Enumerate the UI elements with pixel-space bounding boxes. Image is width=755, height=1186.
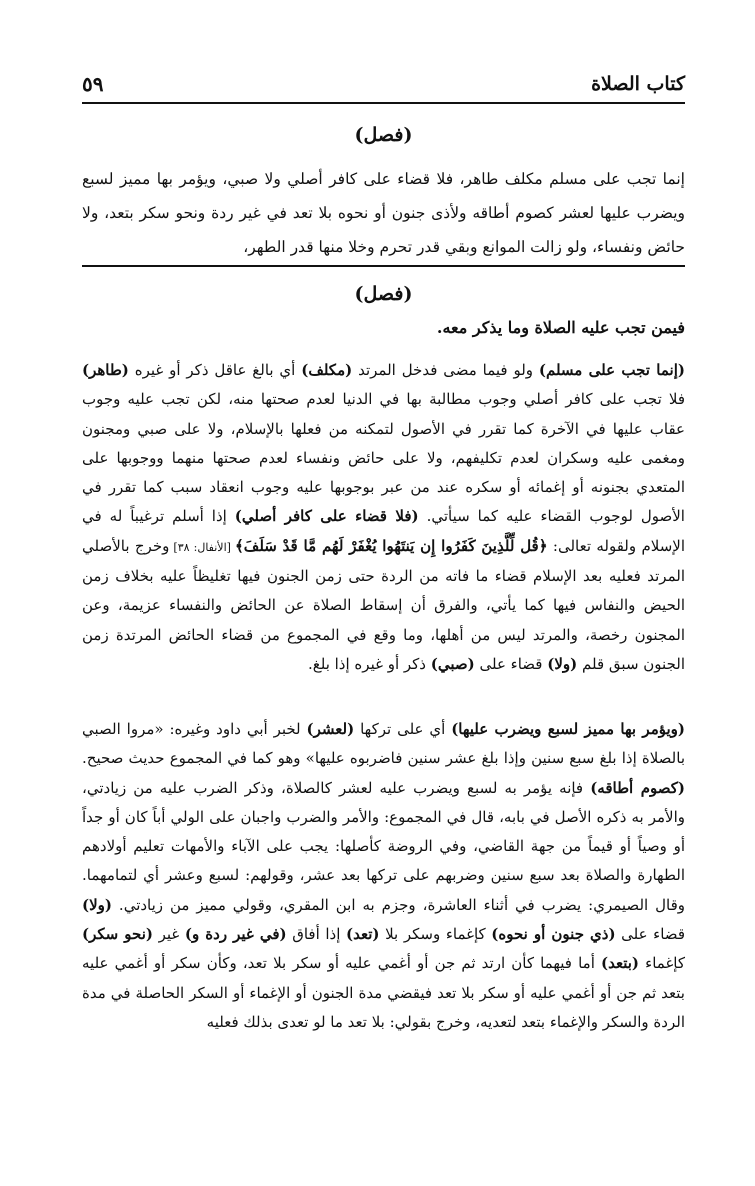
commentary-paragraph-2 [82, 715, 685, 1037]
quran-verse: ﴿قُل لِّلَّذِينَ كَفَرُوا إِن يَنتَهُوا يُغْفَرْ لَهُم مَّا قَدْ سَلَفَ﴾ [235, 536, 548, 555]
matn-quote: (لعشر) [306, 720, 355, 738]
commentary-text: قضاء على [615, 925, 685, 944]
matn-quote: (صبي) [430, 654, 475, 673]
commentary-text: إذا أفاق [286, 925, 347, 944]
matn-quote: (تعد) [346, 925, 380, 944]
matn-quote: (ولا) [547, 654, 578, 673]
commentary-text: أما فيهما كأن ارتد ثم جن أو أغمي عليه أو سكر بلا تعد، وكأن سكر أو أغمي عليه بتعد ثم جن أو أغمي عليه أو سكر بلا تعد فيقضي مدة الجنون أو الإغماء أو السكر الحاصلة في مدة الردة والسكر والإغماء بتعد لتعديه، وخرج بقولي: بلا تعد ما لو تعدى بذلك فعليه [82, 954, 685, 1031]
verse-reference: [الأنفال: ٣٨] [169, 540, 236, 554]
commentary-text: كإغماء وسكر بلا [379, 925, 492, 944]
commentary-text: أي على تركها [354, 720, 452, 738]
commentary-text: قضاء على [474, 654, 548, 673]
sharh-subheading: فيمن تجب عليه الصلاة وما يذكر معه. [436, 318, 685, 337]
commentary-text: كإغماء [639, 954, 685, 973]
matn-quote: (فلا قضاء على كافر أصلي) [234, 507, 419, 526]
matn-quote: (ولا) [82, 895, 112, 914]
header-rule [82, 102, 685, 104]
commentary-text: غير [153, 925, 185, 944]
matn-quote: (كصوم أطاقه) [590, 778, 685, 797]
commentary-text: لخبر أبي داود وغيره: «مروا الصبي بالصلاة إذا بلغ سبع سنين وإذا بلغ عشر سنين فاضربوه عليها» وهو كما في المجموع حديث صحيح. [82, 720, 685, 768]
page-number: ٥٩ [82, 72, 104, 96]
matn-heading: (فصل) [354, 124, 413, 146]
matn-quote: (بتعد) [601, 954, 640, 973]
matn-text: إنما تجب على مسلم مكلف طاهر، فلا قضاء على كافر أصلي ولا صبي، ويؤمر بها مميز لسبع ويضرب عليها لعشر كصوم أطاقه ولأذى جنون أو نحوه بلا تعد في غير ردة ونحو سكر بتعد، ولا حائض ونفساء، ولو زالت الموانع وبقي قدر تحرم وخلا منها قدر الطهر، [82, 170, 685, 256]
commentary-text: فإنه يؤمر به لسبع ويضرب عليه لعشر كالصلاة، وذكر الضرب عليه من زيادتي، والأمر به ذكره الأصل في بابه، قال في المجموع: والأمر والضرب واجبان على الولي أباً كان أو جداً أو وصياً أو قيماً من جهة القاضي، وفي الروضة كأصلها: يجب على الآباء والأمهات تعليم أولادهم الطهارة والصلاة بعد سبع سنين وضربهم على تركها بعد عشر، وقولهم: لسبع وعشر أي لتمامهما. وقال الصيمري: يضرب في أثناء العاشرة، وجزم به ابن المقري، وقولي مميز من زيادتي. [82, 778, 685, 914]
section-divider [82, 265, 685, 267]
page-header [82, 70, 685, 98]
commentary-text: أي بالغ عاقل ذكر أو غيره [128, 361, 302, 379]
matn-quote: (ذي جنون أو نحوه) [491, 925, 616, 944]
commentary-text: ولو فيما مضى فدخل المرتد [352, 361, 539, 379]
commentary-paragraph-1 [82, 356, 685, 679]
running-title: كتاب الصلاة [591, 73, 685, 95]
matn-quote: (مكلف) [301, 361, 353, 379]
sharh-heading: (فصل) [354, 283, 413, 305]
commentary-text: ذكر أو غيره إذا بلغ. [307, 654, 431, 673]
matn-quote: (إنما تجب على مسلم) [538, 361, 685, 379]
matn-quote: (في غير ردة و) [184, 925, 287, 944]
commentary-text: فلا تجب على كافر أصلي وجوب مطالبة بها في الدنيا لعدم صحتها منه، لكن تجب عليه وجوب عقاب عليها في الآخرة كما تقرر في الأصول لتمكنه من فعلها بالإسلام، ولا على صبي ومجنون ومغمى عليه وسكران لعدم تكليفهم، ولا على حائض ونفساء لعدم صحتها منهما ووجوبها على المتعدي بجنونه أو إغمائه أو سكره عند من عبر بوجوبها عليه وجوب انعقاد سبب كما تقرر في الأصول لوجوب القضاء عليه كما سيأتي. [82, 390, 685, 526]
matn-quote: (نحو سكر) [82, 925, 153, 944]
matn-quote: (طاهر) [82, 361, 129, 379]
commentary-text: إذا أسلم ترغيباً له في الإسلام ولقوله تعالى: [82, 507, 685, 555]
matn-quote: (ويؤمر بها مميز لسبع ويضرب عليها) [451, 720, 685, 738]
commentary-text: وخرج بالأصلي المرتد فعليه بعد الإسلام قضاء ما فاته من الردة حتى زمن الجنون فيها تغليظاً عليه بخلاف زمن الحيض والنفاس فيها كما يأتي، والفرق أن إسقاط الصلاة عن الحائض والنفساء عزيمة، وعن المجنون رخصة، والمرتد ليس من أهلها، وما وقع في المجموع من قضاء الحائض المرتدة زمن الجنون سبق قلم [82, 536, 685, 673]
